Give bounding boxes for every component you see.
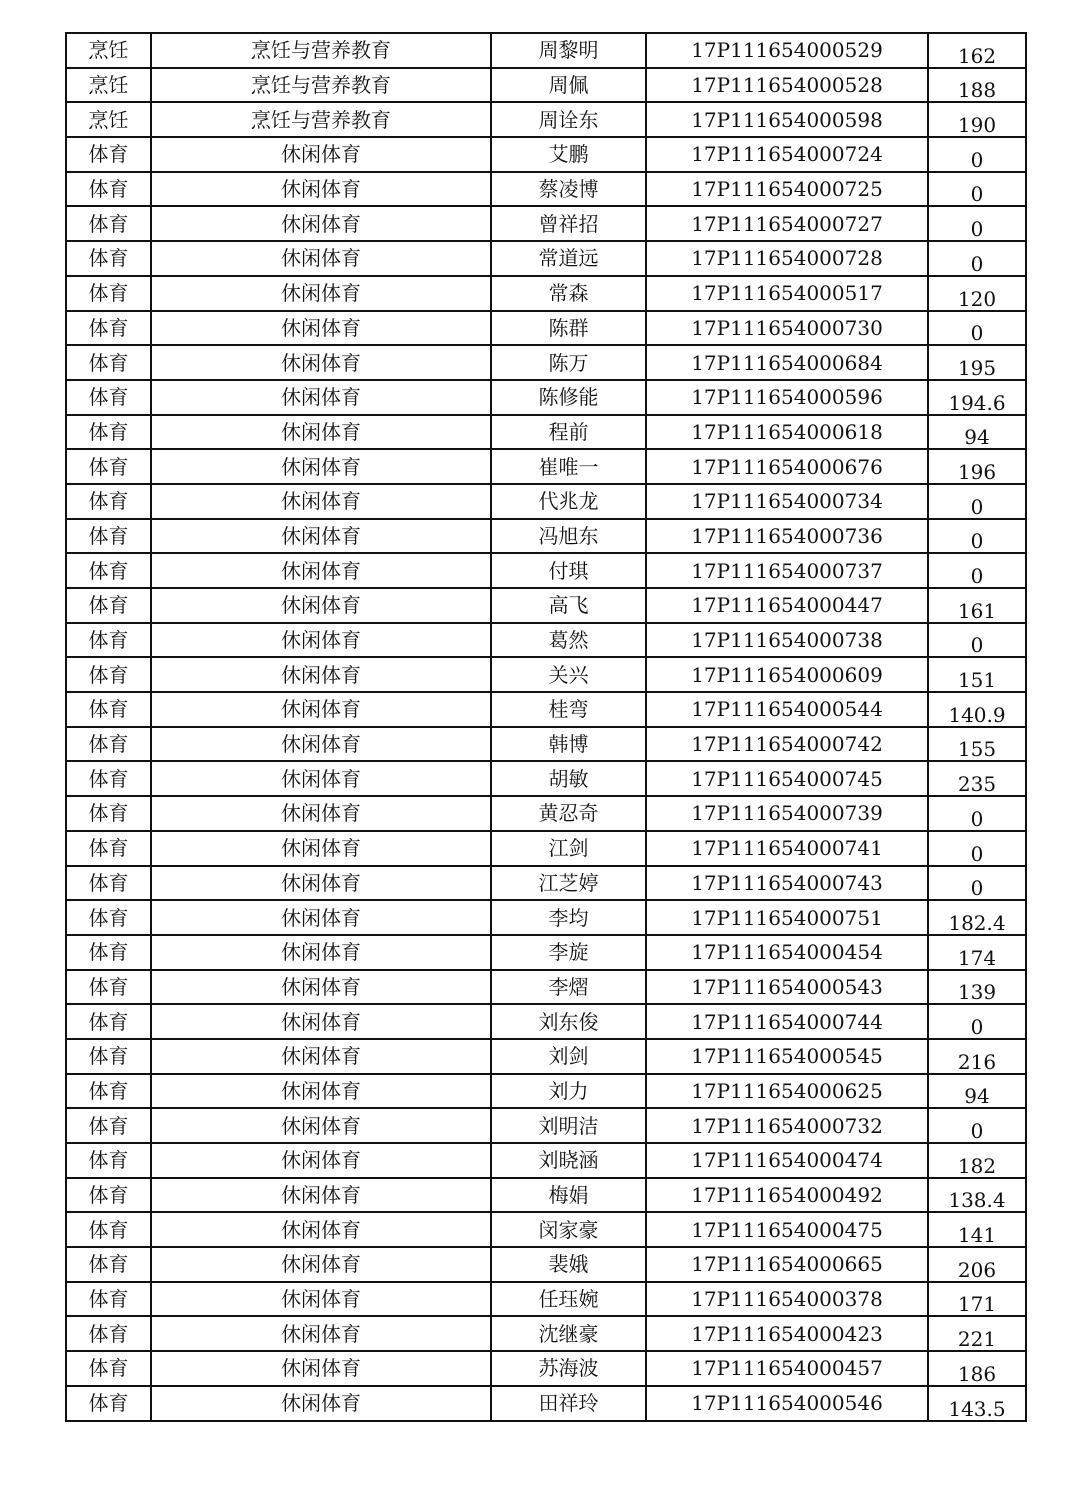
score-cell: 0 [928, 796, 1026, 831]
major-cell: 休闲体育 [151, 657, 491, 692]
major-cell: 烹饪与营养教育 [151, 102, 491, 137]
category-cell: 体育 [66, 553, 151, 588]
name-cell: 刘明洁 [491, 1108, 646, 1143]
category-cell: 烹饪 [66, 68, 151, 103]
major-cell: 休闲体育 [151, 1247, 491, 1282]
name-cell: 曾祥招 [491, 206, 646, 241]
name-cell: 周黎明 [491, 33, 646, 68]
exam-id-cell: 17P111654000492 [646, 1178, 928, 1213]
name-cell: 葛然 [491, 623, 646, 658]
exam-id-cell: 17P111654000739 [646, 796, 928, 831]
major-cell: 休闲体育 [151, 796, 491, 831]
category-cell: 体育 [66, 970, 151, 1005]
category-cell: 烹饪 [66, 102, 151, 137]
category-cell: 体育 [66, 1143, 151, 1178]
name-cell: 刘剑 [491, 1039, 646, 1074]
exam-id-cell: 17P111654000732 [646, 1108, 928, 1143]
table-row [66, 172, 1026, 207]
category-cell: 体育 [66, 588, 151, 623]
table-row [66, 900, 1026, 935]
major-cell: 休闲体育 [151, 970, 491, 1005]
score-cell: 186 [928, 1351, 1026, 1386]
score-cell: 0 [928, 866, 1026, 901]
major-cell: 休闲体育 [151, 588, 491, 623]
category-cell: 体育 [66, 449, 151, 484]
exam-id-cell: 17P111654000751 [646, 900, 928, 935]
score-cell: 182 [928, 1143, 1026, 1178]
category-cell: 体育 [66, 866, 151, 901]
exam-id-cell: 17P111654000745 [646, 761, 928, 796]
name-cell: 任珏婉 [491, 1282, 646, 1317]
exam-id-cell: 17P111654000609 [646, 657, 928, 692]
exam-id-cell: 17P111654000596 [646, 380, 928, 415]
category-cell: 体育 [66, 1282, 151, 1317]
score-cell: 0 [928, 311, 1026, 346]
score-cell: 171 [928, 1282, 1026, 1317]
score-cell: 0 [928, 1108, 1026, 1143]
table-row [66, 1074, 1026, 1109]
table-row [66, 1143, 1026, 1178]
score-cell: 141 [928, 1212, 1026, 1247]
name-cell: 代兆龙 [491, 484, 646, 519]
table-row [66, 311, 1026, 346]
exam-id-cell: 17P111654000665 [646, 1247, 928, 1282]
name-cell: 江芝婷 [491, 866, 646, 901]
major-cell: 休闲体育 [151, 866, 491, 901]
category-cell: 体育 [66, 137, 151, 172]
exam-id-cell: 17P111654000734 [646, 484, 928, 519]
exam-id-cell: 17P111654000742 [646, 727, 928, 762]
category-cell: 体育 [66, 657, 151, 692]
score-cell: 155 [928, 727, 1026, 762]
name-cell: 周佩 [491, 68, 646, 103]
exam-id-cell: 17P111654000546 [646, 1386, 928, 1421]
category-cell: 体育 [66, 1386, 151, 1421]
name-cell: 闵家豪 [491, 1212, 646, 1247]
major-cell: 休闲体育 [151, 241, 491, 276]
major-cell: 烹饪与营养教育 [151, 33, 491, 68]
score-cell: 0 [928, 484, 1026, 519]
major-cell: 休闲体育 [151, 1108, 491, 1143]
name-cell: 黄忍奇 [491, 796, 646, 831]
score-cell: 161 [928, 588, 1026, 623]
table-row [66, 1004, 1026, 1039]
table-row [66, 588, 1026, 623]
score-cell: 0 [928, 831, 1026, 866]
score-cell: 140.9 [928, 692, 1026, 727]
category-cell: 体育 [66, 1212, 151, 1247]
table-row [66, 970, 1026, 1005]
score-cell: 216 [928, 1039, 1026, 1074]
score-cell: 151 [928, 657, 1026, 692]
name-cell: 关兴 [491, 657, 646, 692]
table-row [66, 831, 1026, 866]
table-row [66, 1247, 1026, 1282]
exam-id-cell: 17P111654000625 [646, 1074, 928, 1109]
exam-id-cell: 17P111654000738 [646, 623, 928, 658]
exam-id-cell: 17P111654000743 [646, 866, 928, 901]
name-cell: 李旋 [491, 935, 646, 970]
score-cell: 162 [928, 33, 1026, 68]
name-cell: 周诠东 [491, 102, 646, 137]
table-row [66, 866, 1026, 901]
exam-id-cell: 17P111654000736 [646, 519, 928, 554]
name-cell: 韩博 [491, 727, 646, 762]
score-cell: 0 [928, 172, 1026, 207]
table-row [66, 206, 1026, 241]
table-row [66, 657, 1026, 692]
category-cell: 体育 [66, 241, 151, 276]
category-cell: 体育 [66, 761, 151, 796]
category-cell: 体育 [66, 935, 151, 970]
major-cell: 休闲体育 [151, 311, 491, 346]
name-cell: 江剑 [491, 831, 646, 866]
exam-id-cell: 17P111654000727 [646, 206, 928, 241]
major-cell: 休闲体育 [151, 1316, 491, 1351]
major-cell: 休闲体育 [151, 206, 491, 241]
score-cell: 120 [928, 276, 1026, 311]
major-cell: 休闲体育 [151, 1143, 491, 1178]
category-cell: 体育 [66, 345, 151, 380]
score-cell: 139 [928, 970, 1026, 1005]
exam-id-cell: 17P111654000423 [646, 1316, 928, 1351]
table-row [66, 553, 1026, 588]
score-cell: 94 [928, 415, 1026, 450]
table-row [66, 1039, 1026, 1074]
table-row [66, 276, 1026, 311]
major-cell: 休闲体育 [151, 1039, 491, 1074]
score-cell: 235 [928, 761, 1026, 796]
major-cell: 休闲体育 [151, 380, 491, 415]
score-cell: 206 [928, 1247, 1026, 1282]
major-cell: 烹饪与营养教育 [151, 68, 491, 103]
major-cell: 休闲体育 [151, 345, 491, 380]
name-cell: 苏海波 [491, 1351, 646, 1386]
name-cell: 崔唯一 [491, 449, 646, 484]
name-cell: 刘力 [491, 1074, 646, 1109]
score-cell: 0 [928, 206, 1026, 241]
category-cell: 体育 [66, 623, 151, 658]
category-cell: 体育 [66, 1316, 151, 1351]
table-row [66, 761, 1026, 796]
exam-id-cell: 17P111654000529 [646, 33, 928, 68]
category-cell: 体育 [66, 172, 151, 207]
exam-id-cell: 17P111654000618 [646, 415, 928, 450]
major-cell: 休闲体育 [151, 137, 491, 172]
score-cell: 0 [928, 1004, 1026, 1039]
table-row [66, 727, 1026, 762]
category-cell: 体育 [66, 1108, 151, 1143]
score-cell: 94 [928, 1074, 1026, 1109]
score-cell: 138.4 [928, 1178, 1026, 1213]
major-cell: 休闲体育 [151, 935, 491, 970]
score-cell: 190 [928, 102, 1026, 137]
exam-id-cell: 17P111654000676 [646, 449, 928, 484]
table-row [66, 1108, 1026, 1143]
score-cell: 188 [928, 68, 1026, 103]
major-cell: 休闲体育 [151, 831, 491, 866]
category-cell: 体育 [66, 484, 151, 519]
exam-id-cell: 17P111654000454 [646, 935, 928, 970]
major-cell: 休闲体育 [151, 1178, 491, 1213]
major-cell: 休闲体育 [151, 692, 491, 727]
major-cell: 休闲体育 [151, 519, 491, 554]
category-cell: 体育 [66, 900, 151, 935]
table-row [66, 796, 1026, 831]
exam-id-cell: 17P111654000457 [646, 1351, 928, 1386]
score-cell: 0 [928, 137, 1026, 172]
exam-id-cell: 17P111654000741 [646, 831, 928, 866]
exam-id-cell: 17P111654000544 [646, 692, 928, 727]
exam-id-cell: 17P111654000517 [646, 276, 928, 311]
name-cell: 梅娟 [491, 1178, 646, 1213]
exam-id-cell: 17P111654000598 [646, 102, 928, 137]
score-cell: 0 [928, 241, 1026, 276]
category-cell: 体育 [66, 519, 151, 554]
exam-id-cell: 17P111654000474 [646, 1143, 928, 1178]
category-cell: 体育 [66, 1074, 151, 1109]
table-row [66, 1386, 1026, 1421]
category-cell: 体育 [66, 1247, 151, 1282]
score-cell: 143.5 [928, 1386, 1026, 1421]
score-cell: 174 [928, 935, 1026, 970]
name-cell: 艾鹏 [491, 137, 646, 172]
table-row [66, 102, 1026, 137]
table-row [66, 1316, 1026, 1351]
exam-id-cell: 17P111654000728 [646, 241, 928, 276]
category-cell: 体育 [66, 380, 151, 415]
name-cell: 常森 [491, 276, 646, 311]
exam-id-cell: 17P111654000737 [646, 553, 928, 588]
name-cell: 陈群 [491, 311, 646, 346]
category-cell: 体育 [66, 692, 151, 727]
major-cell: 休闲体育 [151, 900, 491, 935]
category-cell: 体育 [66, 1004, 151, 1039]
exam-id-cell: 17P111654000724 [646, 137, 928, 172]
exam-id-cell: 17P111654000725 [646, 172, 928, 207]
score-cell: 0 [928, 553, 1026, 588]
table-row [66, 484, 1026, 519]
exam-id-cell: 17P111654000545 [646, 1039, 928, 1074]
table-row [66, 380, 1026, 415]
name-cell: 高飞 [491, 588, 646, 623]
major-cell: 休闲体育 [151, 484, 491, 519]
exam-id-cell: 17P111654000684 [646, 345, 928, 380]
table-row [66, 692, 1026, 727]
name-cell: 刘东俊 [491, 1004, 646, 1039]
exam-id-cell: 17P111654000730 [646, 311, 928, 346]
major-cell: 休闲体育 [151, 623, 491, 658]
major-cell: 休闲体育 [151, 1074, 491, 1109]
table-row [66, 1212, 1026, 1247]
major-cell: 休闲体育 [151, 276, 491, 311]
exam-id-cell: 17P111654000528 [646, 68, 928, 103]
table-row [66, 68, 1026, 103]
major-cell: 休闲体育 [151, 761, 491, 796]
name-cell: 程前 [491, 415, 646, 450]
table-row [66, 1351, 1026, 1386]
category-cell: 体育 [66, 727, 151, 762]
major-cell: 休闲体育 [151, 1351, 491, 1386]
score-cell: 0 [928, 519, 1026, 554]
category-cell: 体育 [66, 1178, 151, 1213]
major-cell: 休闲体育 [151, 1386, 491, 1421]
name-cell: 付琪 [491, 553, 646, 588]
name-cell: 裴娥 [491, 1247, 646, 1282]
table-body [66, 33, 1026, 1421]
name-cell: 桂弯 [491, 692, 646, 727]
major-cell: 休闲体育 [151, 1212, 491, 1247]
name-cell: 冯旭东 [491, 519, 646, 554]
table-row [66, 415, 1026, 450]
major-cell: 休闲体育 [151, 1004, 491, 1039]
table-row [66, 449, 1026, 484]
name-cell: 李熠 [491, 970, 646, 1005]
table-row [66, 33, 1026, 68]
major-cell: 休闲体育 [151, 172, 491, 207]
category-cell: 体育 [66, 1039, 151, 1074]
score-cell: 0 [928, 623, 1026, 658]
student-score-table [65, 32, 1027, 1422]
category-cell: 体育 [66, 1351, 151, 1386]
name-cell: 李均 [491, 900, 646, 935]
category-cell: 体育 [66, 796, 151, 831]
table-row [66, 1282, 1026, 1317]
table-row [66, 623, 1026, 658]
name-cell: 蔡凌博 [491, 172, 646, 207]
exam-id-cell: 17P111654000378 [646, 1282, 928, 1317]
major-cell: 休闲体育 [151, 727, 491, 762]
table-row [66, 241, 1026, 276]
major-cell: 休闲体育 [151, 449, 491, 484]
score-cell: 221 [928, 1316, 1026, 1351]
major-cell: 休闲体育 [151, 415, 491, 450]
table-row [66, 519, 1026, 554]
category-cell: 体育 [66, 311, 151, 346]
name-cell: 田祥玲 [491, 1386, 646, 1421]
score-cell: 195 [928, 345, 1026, 380]
table-row [66, 1178, 1026, 1213]
exam-id-cell: 17P111654000543 [646, 970, 928, 1005]
major-cell: 休闲体育 [151, 553, 491, 588]
name-cell: 胡敏 [491, 761, 646, 796]
name-cell: 陈修能 [491, 380, 646, 415]
major-cell: 休闲体育 [151, 1282, 491, 1317]
name-cell: 陈万 [491, 345, 646, 380]
category-cell: 烹饪 [66, 33, 151, 68]
table-row [66, 345, 1026, 380]
name-cell: 沈继豪 [491, 1316, 646, 1351]
table-row [66, 137, 1026, 172]
category-cell: 体育 [66, 415, 151, 450]
category-cell: 体育 [66, 276, 151, 311]
category-cell: 体育 [66, 206, 151, 241]
exam-id-cell: 17P111654000744 [646, 1004, 928, 1039]
name-cell: 刘晓涵 [491, 1143, 646, 1178]
score-cell: 196 [928, 449, 1026, 484]
table-row [66, 935, 1026, 970]
score-cell: 182.4 [928, 900, 1026, 935]
exam-id-cell: 17P111654000447 [646, 588, 928, 623]
exam-id-cell: 17P111654000475 [646, 1212, 928, 1247]
name-cell: 常道远 [491, 241, 646, 276]
score-cell: 194.6 [928, 380, 1026, 415]
category-cell: 体育 [66, 831, 151, 866]
